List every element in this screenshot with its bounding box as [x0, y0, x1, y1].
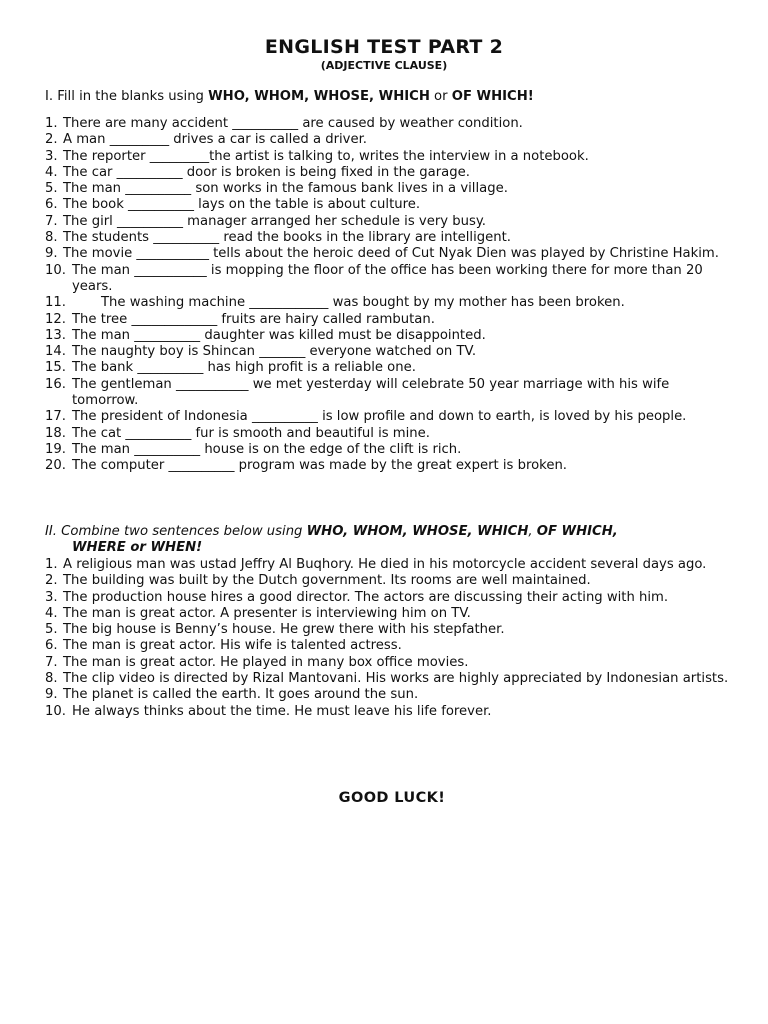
fill-in-item — [45, 377, 735, 410]
item-number: 6. — [45, 638, 58, 654]
item-text: The cat __________ fur is smooth and beautiful is mine. — [72, 425, 430, 441]
fill-in-item — [45, 458, 735, 474]
item-number: 10. — [45, 262, 66, 278]
item-number: 3. — [45, 589, 58, 605]
page-title: ENGLISH TEST PART 2 — [264, 36, 504, 58]
instruction-keywords: WHO, WHOM, WHOSE, WHICH — [306, 524, 529, 539]
item-text: The tree _____________ fruits are hairy called rambutan. — [72, 311, 435, 327]
item-number: 19. — [45, 441, 66, 457]
fill-in-item — [45, 246, 735, 262]
item-number: 11. — [45, 295, 66, 311]
item-number: 18. — [45, 425, 66, 441]
item-text: The president of Indonesia __________ is low profile and down to earth, is loved by his people. — [72, 409, 687, 425]
item-number: 3. — [45, 148, 58, 164]
item-text: The man __________ house is on the edge of the clift is rich. — [72, 441, 462, 457]
instruction-text: , — [528, 524, 537, 539]
item-text: The gentleman ___________ we met yesterday will celebrate 50 year marriage with his wife tomorrow. — [72, 376, 670, 409]
item-text: The reporter _________the artist is talking to, writes the interview in a notebook. — [63, 148, 589, 164]
item-number: 17. — [45, 409, 66, 425]
fill-in-item — [45, 132, 735, 148]
item-number: 9. — [45, 687, 58, 703]
fill-in-item — [45, 409, 735, 425]
item-text: The car __________ door is broken is being fixed in the garage. — [63, 164, 470, 180]
combine-item — [45, 655, 735, 671]
item-text: The man ___________ is mopping the floor of the office has been working there for more than 20 years. — [72, 262, 703, 294]
fill-in-item — [45, 344, 735, 360]
fill-in-item — [45, 214, 735, 230]
fill-in-item — [45, 116, 735, 132]
item-number: 8. — [45, 671, 58, 687]
item-number: 2. — [45, 132, 58, 148]
item-number: 2. — [45, 573, 58, 589]
item-number: 4. — [45, 605, 58, 621]
item-text: The production house hires a good director. The actors are discussing their acting with him. — [63, 589, 669, 605]
fill-in-item — [45, 442, 735, 458]
item-text: The clip video is directed by Rizal Mantovani. His works are highly appreciated by Indonesian artists. — [63, 671, 729, 687]
item-number: 8. — [45, 230, 58, 246]
item-text: The bank __________ has high profit is a reliable one. — [72, 360, 416, 376]
instruction-keywords: OF WHICH! — [451, 89, 534, 104]
page-subtitle: (ADJECTIVE CLAUSE) — [320, 59, 448, 72]
section2-instruction — [45, 524, 735, 557]
fill-in-item — [45, 230, 735, 246]
item-number: 16. — [45, 376, 66, 392]
combine-item — [45, 638, 735, 654]
item-text: The computer __________ program was made by the great expert is broken. — [72, 458, 567, 474]
item-number: 20. — [45, 458, 66, 474]
item-text: The building was built by the Dutch government. Its rooms are well maintained. — [63, 573, 591, 589]
fill-in-item — [45, 295, 735, 311]
combine-item — [45, 573, 735, 589]
fill-in-item — [45, 197, 735, 213]
item-text: The book __________ lays on the table is about culture. — [63, 197, 421, 213]
closing-text: GOOD LUCK! — [338, 790, 446, 806]
item-number: 5. — [45, 622, 58, 638]
item-text: The naughty boy is Shincan _______ everyone watched on TV. — [72, 344, 477, 360]
instruction-text: or — [429, 89, 452, 104]
fill-in-item — [45, 181, 735, 197]
item-number: 12. — [45, 311, 66, 327]
fill-in-item — [45, 328, 735, 344]
instruction-text: II. Combine two sentences below using — [45, 524, 307, 539]
item-number: 7. — [45, 213, 58, 229]
combine-item — [45, 590, 735, 606]
item-number: 14. — [45, 344, 66, 360]
instruction-keywords: WHERE or WHEN! — [72, 540, 203, 556]
instruction-keywords: OF WHICH, — [536, 524, 618, 539]
item-text: A man _________ drives a car is called a driver. — [63, 132, 367, 148]
combine-item — [45, 622, 735, 638]
combine-item — [45, 704, 735, 720]
item-number: 5. — [45, 181, 58, 197]
item-text: The big house is Benny’s house. He grew there with his stepfather. — [63, 622, 505, 638]
item-text: A religious man was ustad Jeffry Al Buqhory. He died in his motorcycle accident several days ago. — [63, 557, 707, 572]
section1-instruction — [45, 89, 534, 104]
fill-in-item — [45, 263, 735, 296]
item-number: 10. — [45, 703, 66, 719]
combine-item — [45, 606, 735, 622]
instruction-text: I. Fill in the blanks using — [45, 89, 209, 104]
combine-item — [45, 671, 735, 687]
item-text: He always thinks about the time. He must leave his life forever. — [72, 703, 492, 719]
fill-in-item — [45, 165, 735, 181]
item-text: The planet is called the earth. It goes around the sun. — [63, 687, 419, 703]
item-number: 7. — [45, 654, 58, 670]
item-number: 6. — [45, 197, 58, 213]
item-text: The man is great actor. His wife is talented actress. — [63, 638, 402, 654]
item-text: The man is great actor. A presenter is interviewing him on TV. — [63, 605, 471, 621]
combine-item — [45, 557, 735, 573]
combine-list — [45, 557, 735, 720]
fill-in-item — [45, 149, 735, 165]
item-text: The washing machine ____________ was bought by my mother has been broken. — [101, 295, 625, 311]
fill-in-item — [45, 360, 735, 376]
item-text: The man __________ son works in the famous bank lives in a village. — [63, 181, 508, 197]
instruction-keywords: WHO, WHOM, WHOSE, WHICH — [208, 89, 430, 104]
item-text: The students __________ read the books in the library are intelligent. — [63, 230, 511, 246]
item-text: The man __________ daughter was killed must be disappointed. — [72, 327, 486, 343]
item-number: 4. — [45, 164, 58, 180]
item-text: There are many accident __________ are caused by weather condition. — [63, 116, 523, 131]
fill-in-item — [45, 426, 735, 442]
fill-in-item — [45, 312, 735, 328]
item-number: 1. — [45, 116, 58, 131]
item-number: 15. — [45, 360, 66, 376]
item-text: The movie ___________ tells about the heroic deed of Cut Nyak Dien was played by Christine Hakim. — [63, 246, 719, 262]
combine-item — [45, 687, 735, 703]
item-number: 13. — [45, 327, 66, 343]
item-number: 9. — [45, 246, 58, 262]
item-text: The man is great actor. He played in many box office movies. — [63, 654, 469, 670]
item-number: 1. — [45, 557, 58, 572]
fill-in-list — [45, 116, 735, 475]
item-text: The girl __________ manager arranged her schedule is very busy. — [63, 213, 486, 229]
